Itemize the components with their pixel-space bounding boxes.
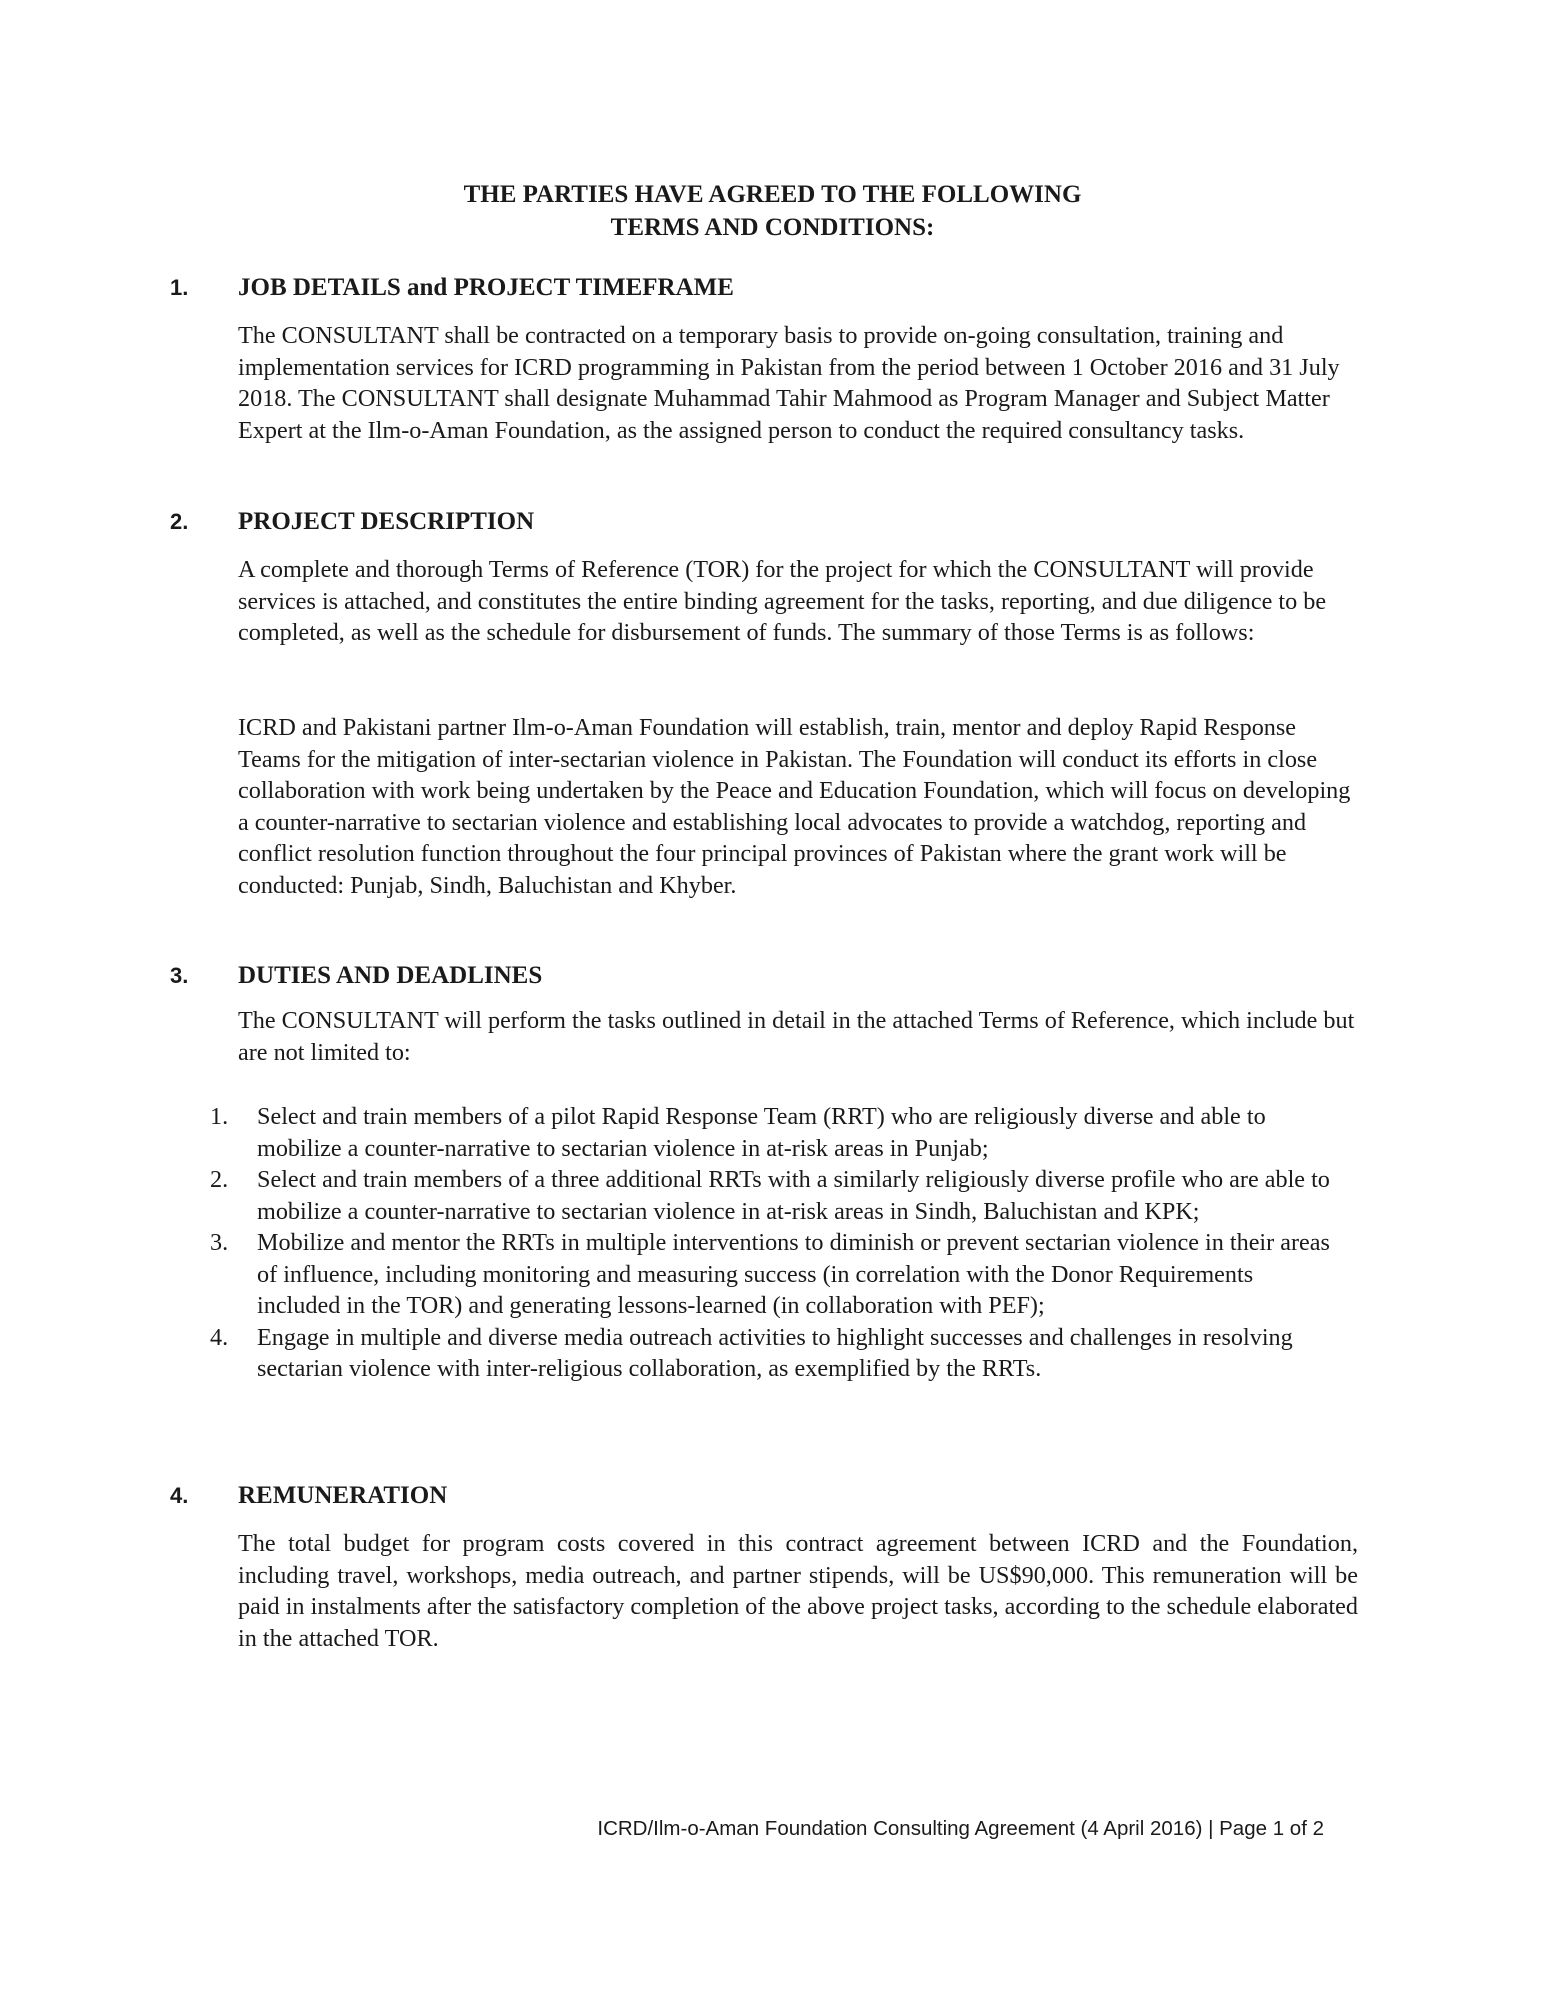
list-item [210, 1322, 1330, 1385]
agreement-heading [0, 178, 1545, 244]
heading-line-1: THE PARTIES HAVE AGREED TO THE FOLLOWING [463, 181, 1082, 208]
page-footer: ICRD/Ilm-o-Aman Foundation Consulting Agreement (4 April 2016) | Page 1 of 2 [597, 1817, 1324, 1840]
section-number: 4. [170, 1483, 189, 1508]
section-title: PROJECT DESCRIPTION [238, 508, 535, 535]
section-paragraph: The CONSULTANT will perform the tasks outlined in detail in the attached Terms of Reference, which include but are not limited to: [238, 1007, 1355, 1066]
section-paragraph: The total budget for program costs covered in this contract agreement between ICRD and the Foundation, including travel, workshops, media outreach, and partner stipends, will be US$90,000. This remuneration will be paid in instalments after the satisfactory completion of the above project tasks, according to the schedule elaborated in the attached TOR. [238, 1530, 1358, 1652]
section-paragraph: A complete and thorough Terms of Reference (TOR) for the project for which the CONSULTANT will provide services is attached, and constitutes the entire binding agreement for the tasks, reporting, and due diligence to be completed, as well as the schedule for disbursement of funds. The summary of those Terms is as follows: [238, 556, 1327, 646]
list-item [210, 1101, 1330, 1164]
section-number: 1. [170, 275, 189, 300]
section-title: JOB DETAILS and PROJECT TIMEFRAME [238, 274, 734, 301]
list-item-number: 4. [210, 1323, 229, 1351]
section-title: DUTIES AND DEADLINES [238, 962, 543, 989]
section-number: 2. [170, 509, 189, 534]
list-item-text: Mobilize and mentor the RRTs in multiple interventions to diminish or prevent sectarian violence in their areas of influence, including monitoring and measuring success (in correlation with the Donor Requirements included in the TOR) and generating lessons-learned (in collaboration with PEF); [257, 1229, 1330, 1319]
section-paragraph: ICRD and Pakistani partner Ilm-o-Aman Foundation will establish, train, mentor and deploy Rapid Response Teams for the mitigation of inter-sectarian violence in Pakistan. The Foundation will conduct its efforts in close collaboration with work being undertaken by the Peace and Education Foundation, which will focus on developing a counter-narrative to sectarian violence and establishing local advocates to provide a watchdog, reporting and conflict resolution function throughout the four principal provinces of Pakistan where the grant work will be conducted: Punjab, Sindh, Baluchistan and Khyber. [238, 714, 1351, 899]
section-number: 3. [170, 963, 189, 988]
list-item-text: Select and train members of a pilot Rapid Response Team (RRT) who are religiously diverse and able to mobilize a counter-narrative to sectarian violence in at-risk areas in Punjab; [257, 1103, 1266, 1162]
duties-list [210, 1101, 1330, 1385]
section-paragraph: The CONSULTANT shall be contracted on a temporary basis to provide on-going consultation, training and implementation services for ICRD programming in Pakistan from the period between 1 October 2016 and 31 July 2018. The CONSULTANT shall designate Muhammad Tahir Mahmood as Program Manager and Subject Matter Expert at the Ilm-o-Aman Foundation, as the assigned person to conduct the required consultancy tasks. [238, 322, 1340, 444]
list-item-text: Engage in multiple and diverse media outreach activities to highlight successes and challenges in resolving sectarian violence with inter-religious collaboration, as exemplified by the RRTs. [257, 1323, 1293, 1382]
list-item-number: 1. [210, 1103, 229, 1130]
list-item-text: Select and train members of a three additional RRTs with a similarly religiously diverse profile who are able to mobilize a counter-narrative to sectarian violence in at-risk areas in Sindh, Baluchistan and KPK; [257, 1166, 1330, 1225]
section-title: REMUNERATION [238, 1482, 448, 1509]
heading-line-2: TERMS AND CONDITIONS: [610, 214, 935, 241]
list-item [210, 1227, 1330, 1322]
list-item-number: 3. [210, 1229, 229, 1256]
list-item-number: 2. [210, 1166, 229, 1193]
list-item [210, 1164, 1330, 1227]
